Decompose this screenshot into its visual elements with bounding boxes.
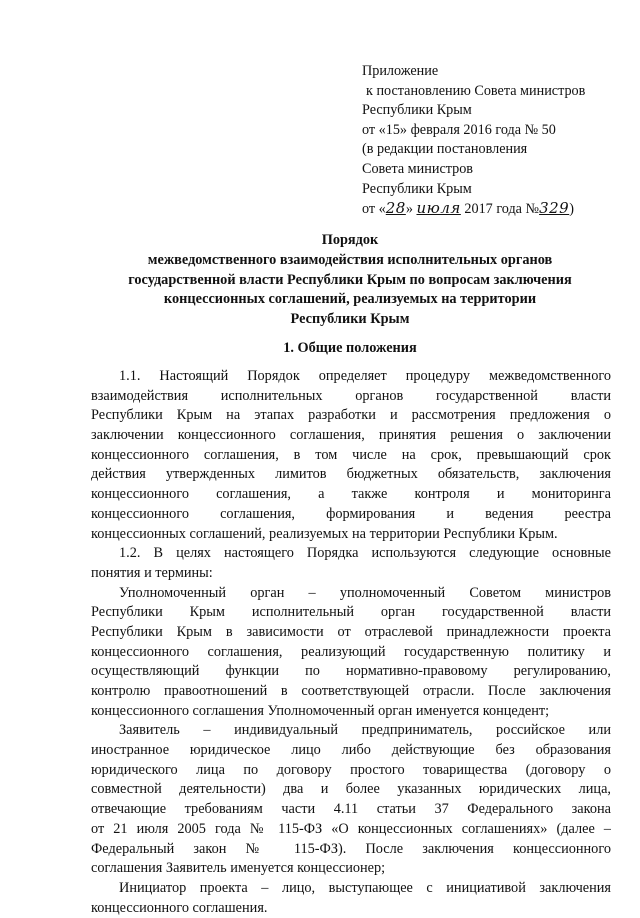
body-line: контролю правоотношений в соответствующей отрасли. После заключения — [91, 683, 611, 699]
section-heading: 1. Общие положения — [283, 340, 417, 356]
handwritten-month: июля — [416, 199, 461, 218]
body-line: Республики Крым исполнительный орган государственной власти — [91, 604, 611, 621]
body-line: иностранное юридическое лицо либо действующие без образования — [91, 742, 611, 759]
appendix-block — [362, 62, 632, 220]
title-line: Порядок — [321, 232, 379, 248]
body-line: Республики Крым в зависимости от отраслевой принадлежности проекта — [91, 623, 611, 640]
body-line: концессионного соглашения, а также контроля и мониторинга — [91, 486, 611, 503]
document-title — [90, 231, 610, 330]
body-line: соглашения Заявитель именуется концессионер; — [91, 860, 386, 877]
body-line: 1.2. В целях настоящего Порядка используются следующие основные — [119, 545, 611, 562]
body-line: концессионного соглашения. — [91, 899, 268, 916]
body-line: действия утвержденных лимитов бюджетных обязательств, заключения — [91, 466, 611, 483]
body-line: концессионного соглашения Уполномоченный орган именуется концедент; — [91, 702, 550, 719]
body-line: Республики Крым на этапах разработки и рассмотрения предложения о — [91, 407, 611, 424]
body-line: Уполномоченный орган – уполномоченный Советом министров — [119, 584, 611, 601]
body-line: отвечающие требованиям части 4.11 статьи 37 Федерального закона — [91, 801, 611, 818]
body-line: совместной деятельности) два и более указанных юридических лица, — [91, 781, 611, 798]
handwritten-day: 28 — [385, 199, 406, 218]
body-line: 1.1. Настоящий Порядок определяет процедуру межведомственного — [119, 368, 611, 384]
title-line: государственной власти Республики Крым по вопросам заключения — [128, 271, 572, 288]
appendix-line: от «15» февраля 2016 года № 50 — [362, 121, 556, 138]
body-line: понятия и термины: — [91, 564, 213, 581]
amendment-mid: » — [405, 201, 417, 218]
appendix-line: Республики Крым — [362, 180, 472, 197]
body-line: концессионного соглашения, в том числе на срок, превышающий срок — [91, 446, 611, 463]
title-line: межведомственного взаимодействия исполнительных органов — [147, 251, 553, 268]
body-line: концессионного соглашения, формирования и ведения реестра — [91, 505, 611, 522]
appendix-line: Республики Крым — [362, 102, 472, 119]
amendment-suffix: ) — [569, 201, 574, 218]
title-line: Республики Крым — [290, 311, 410, 328]
handwritten-number: 329 — [539, 199, 570, 218]
body-line: Инициатор проекта – лицо, выступающее с инициативой заключения — [119, 879, 611, 896]
amendment-prefix: от « — [362, 201, 386, 218]
body-line: осуществляющий функции по нормативно-правовому регулированию, — [91, 663, 611, 680]
appendix-line: к постановлению Совета министров — [366, 82, 586, 99]
body-line: заключении концессионного соглашения, принятия решения о заключении — [91, 427, 611, 444]
body-line: концессионного соглашения, реализующий государственную политику и — [91, 643, 611, 660]
appendix-line: (в редакции постановления — [362, 141, 528, 158]
body-line: от 21 июля 2005 года № 115-ФЗ «О концессионных соглашениях» (далее – — [91, 820, 611, 837]
appendix-line: Приложение — [362, 63, 439, 79]
appendix-amendment-date — [362, 199, 632, 220]
body-line: Заявитель – индивидуальный предприниматель, российское или — [119, 722, 611, 739]
body-line: концессионных соглашений, реализуемых на территории Республики Крым. — [91, 525, 558, 542]
body-line: юридического лица по договору простого товарищества (договору о — [91, 761, 611, 778]
title-line: концессионных соглашений, реализуемых на территории — [163, 291, 537, 308]
appendix-line: Совета министров — [362, 160, 473, 177]
body-line: взаимодействия исполнительных органов государственной власти — [91, 387, 611, 404]
body-line: Федеральный закон № 115-ФЗ). После заключения концессионного — [91, 840, 611, 857]
amendment-year: 2017 года № — [460, 201, 540, 218]
document-body — [91, 367, 611, 918]
